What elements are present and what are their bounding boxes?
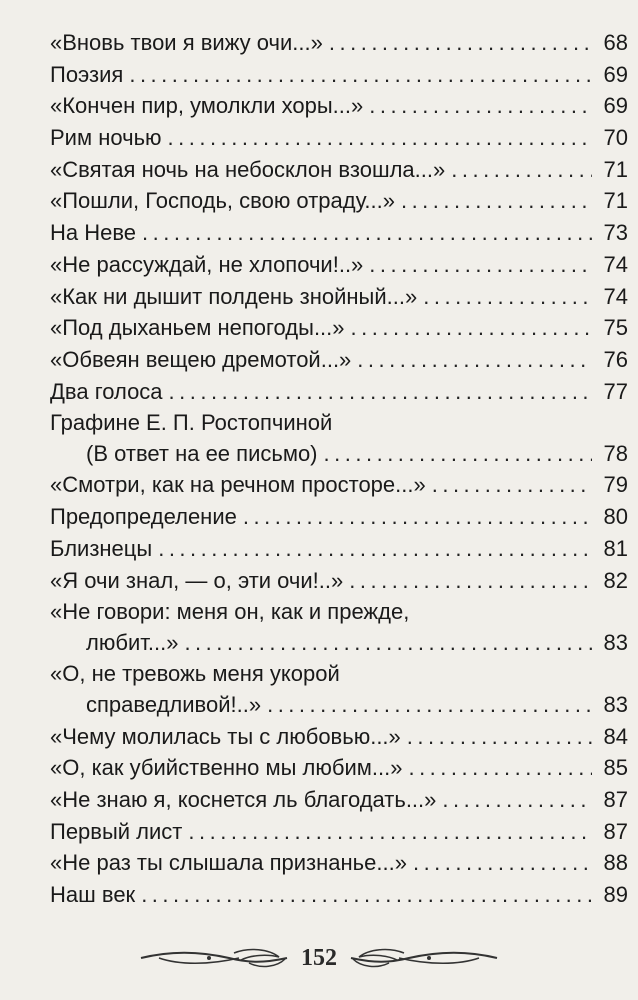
toc-entry-page: 78 [603,440,628,466]
toc-entry-page: 77 [603,378,628,404]
toc-entry-page: 76 [603,346,628,372]
toc-entry-page: 69 [603,93,628,119]
page-footer [0,938,638,978]
dot-leader [401,186,592,217]
dot-leader [141,880,592,911]
toc-entry-page: 68 [603,30,628,55]
dot-leader [369,91,592,122]
toc-entry-title: Графине Е. П. Ростопчиной [50,410,333,436]
toc-entry-title: «Как ни дышит полдень знойный...» [50,283,418,309]
toc-entry-page: 88 [603,850,628,876]
toc-entry[interactable] [50,659,628,720]
toc-entry[interactable] [50,123,628,154]
toc-entry-page: 74 [603,251,628,277]
toc-entry-page: 81 [603,535,628,561]
toc-entry-title: Рим ночью [50,125,162,151]
toc-entry-title: «Чему молилась ты с любовью...» [50,723,401,749]
toc-entry-title: «Кончен пир, умолкли хоры...» [50,93,364,119]
toc-entry[interactable] [50,155,628,186]
dot-leader [432,470,592,501]
toc-entry[interactable] [50,566,628,597]
toc-entry-page: 82 [603,567,628,593]
dot-leader [129,60,592,91]
toc-entry-title: На Неве [50,220,137,246]
toc-entry-title: Наш век [50,882,136,907]
dot-leader [158,534,592,565]
toc-entry-title: Два голоса [50,378,163,404]
toc-entry-page: 79 [603,472,628,498]
toc-entry[interactable] [50,880,628,911]
toc-entry-page: 80 [603,504,628,530]
toc-entry[interactable] [50,28,628,59]
dot-leader [369,250,592,281]
page-number: 152 [301,944,337,971]
toc-entry-title: Предопределение [50,504,237,530]
dot-leader [243,502,592,533]
dot-leader [413,848,592,879]
toc-entry-title: «Смотри, как на речном просторе...» [50,472,426,498]
toc-entry[interactable] [50,313,628,344]
toc-entry-title: «Вновь твои я вижу очи...» [50,30,323,55]
toc-entry-page: 71 [603,156,628,182]
toc-entry[interactable] [50,722,628,753]
toc-entry[interactable] [50,91,628,122]
toc-entry[interactable] [50,345,628,376]
toc-entry-page: 85 [603,755,628,781]
toc-entry[interactable] [50,60,628,91]
toc-entry-title: «Не знаю я, коснется ль благодать...» [50,786,437,812]
toc-entry[interactable] [50,534,628,565]
toc-entry[interactable] [50,408,628,469]
dot-leader [408,753,592,784]
dot-leader [329,28,592,59]
toc-entry-title: «Святая ночь на небосклон взошла...» [50,156,446,182]
table-of-contents [50,28,628,912]
toc-entry-page: 74 [603,283,628,309]
toc-entry-title: Близнецы [50,535,153,561]
toc-entry-page: 84 [603,723,628,749]
toc-entry-title: «О, как убийственно мы любим...» [50,755,403,781]
toc-entry[interactable] [50,817,628,848]
toc-entry[interactable] [50,282,628,313]
dot-leader [423,282,592,313]
toc-entry[interactable] [50,753,628,784]
dot-leader [184,628,592,659]
dot-leader [142,218,592,249]
dot-leader [324,439,592,470]
toc-entry-title-continuation: (В ответ на ее письмо) [86,440,318,466]
toc-entry-page: 73 [603,220,628,246]
dot-leader [451,155,592,186]
toc-entry-page: 69 [603,61,628,87]
dot-leader [351,313,592,344]
toc-entry-page: 70 [603,125,628,151]
toc-entry-title: «Не раз ты слышала признанье...» [50,850,407,876]
toc-entry-page: 83 [603,629,628,655]
toc-entry[interactable] [50,186,628,217]
toc-entry-title-continuation: справедливой!..» [86,691,262,717]
dot-leader [349,566,592,597]
toc-entry-title: «Не говори: меня он, как и прежде, [50,599,410,625]
toc-entry-page: 71 [603,188,628,214]
toc-entry[interactable] [50,377,628,408]
toc-entry-title: Поэзия [50,61,124,87]
toc-entry-page: 87 [603,786,628,812]
toc-entry[interactable] [50,597,628,658]
toc-entry[interactable] [50,250,628,281]
dot-leader [442,785,592,816]
dot-leader [168,123,592,154]
toc-entry-title: «Под дыханьем непогоды...» [50,315,345,341]
toc-entry[interactable] [50,470,628,501]
toc-entry[interactable] [50,848,628,879]
flourish-left-icon [139,945,289,971]
dot-leader [357,345,592,376]
toc-entry[interactable] [50,502,628,533]
toc-entry-title: Первый лист [50,818,183,844]
toc-entry-page: 75 [603,315,628,341]
toc-entry-title: «Я очи знал, — о, эти очи!..» [50,567,344,593]
flourish-right-icon [349,945,499,971]
dot-leader [188,817,592,848]
toc-entry-page: 83 [603,691,628,717]
toc-entry[interactable] [50,785,628,816]
toc-entry[interactable] [50,218,628,249]
toc-entry-title-continuation: любит...» [86,629,179,655]
dot-leader [407,722,592,753]
toc-entry-title: «Не рассуждай, не хлопочи!..» [50,251,364,277]
toc-entry-title: «О, не тревожь меня укорой [50,661,340,687]
dot-leader [267,690,592,721]
dot-leader [169,377,592,408]
toc-entry-page: 87 [603,818,628,844]
toc-entry-title: «Пошли, Господь, свою отраду...» [50,188,395,214]
toc-entry-title: «Обвеян вещею дремотой...» [50,346,352,372]
toc-entry-page: 89 [603,882,628,907]
